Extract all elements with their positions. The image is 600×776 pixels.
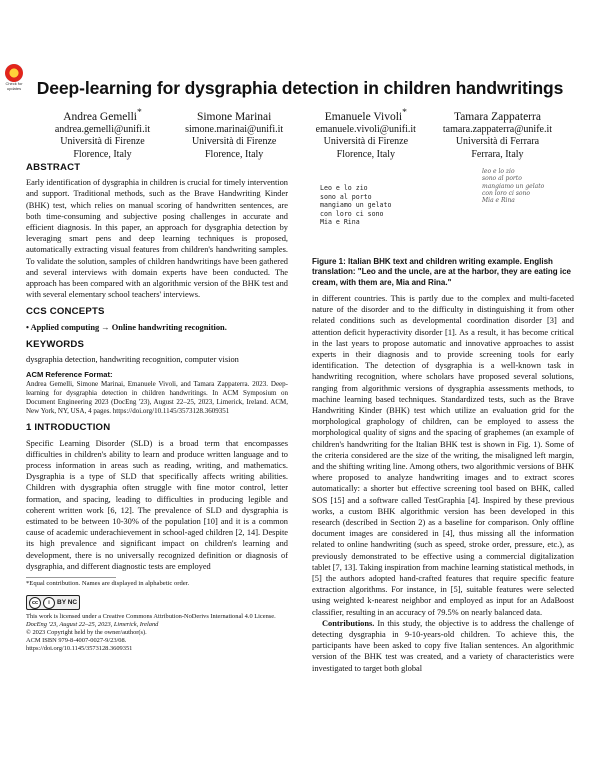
isbn-line: ACM ISBN 979-8-4007-0027-9/23/08. (26, 637, 127, 645)
figure-1 (312, 162, 574, 254)
author-name: Tamara Zappaterra (453, 110, 541, 123)
abstract-heading: ABSTRACT (26, 162, 81, 173)
doi-link[interactable]: https://doi.org/10.1145/3573128.3609351 (26, 645, 133, 653)
bhk-line: mangiamo un gelato (320, 201, 392, 210)
ccs-concepts: • Applied computing → Online handwriting recognition. (26, 322, 227, 332)
author-name: Emanuele Vivoli (324, 110, 403, 123)
author-location: Ferrara, Italy (471, 148, 524, 160)
right-column (312, 162, 574, 674)
author (172, 106, 297, 161)
cc-license-badge[interactable] (26, 595, 80, 610)
bhk-line: Mia e Rina (320, 218, 360, 227)
author (303, 106, 428, 161)
bhk-line: Leo e lo zio (320, 184, 368, 192)
handwriting-line: mangiamo un gelato (482, 182, 545, 190)
handwriting-line: leo e lo zio (482, 168, 515, 175)
author-name: Simone Marinai (196, 110, 272, 123)
conference-line: DocEng '23, August 22–25, 2023, Limerick, Ireland (26, 621, 159, 629)
abstract-text: Early identification of dysgraphia in children is crucial for timely intervention and support. Traditional methods, such as the Brave Handwriting Kinder (BHK) test, which relies on manual scoring of handwritten sentences, are both time-consuming and subjective posing challenges in accurate and efficient diagnosis. In this paper, an approach for dysgraphia detection by leveraging smart pens and deep learning techniques is proposed, automatically extracting visual features from children's handwriting samples. To validate the solution, samples of children handwritings have been gathered and several interviews with domain experts have been conducted. The approach has been compared with an algorithmic version of the BHK test and with several elementary school teachers' interviews. (26, 178, 288, 300)
cc-icon: cc (29, 597, 41, 609)
footnote-text: *Equal contribution. Names are displayed in alphabetic order. (26, 580, 190, 588)
introduction-heading: 1 INTRODUCTION (26, 422, 111, 434)
license-text: This work is licensed under a Creative Commons Attribution-NoDerivs International 4.0 License. (26, 613, 276, 621)
license-block (26, 595, 288, 653)
contributions-text: In this study, the objective is to address the challenge of detecting dysgraphia in 9-10-years-old children. To achieve this, the participants have been asked to copy five Italian sentences. An algorithmic version of the BHK test was created, and a variety of characteristics were investigated to target both global (312, 618, 574, 673)
handwriting-line: sono al porto (482, 175, 522, 183)
bhk-line: con loro ci sono (320, 209, 384, 218)
keywords-text: dysgraphia detection, handwriting recognition, computer vision (26, 355, 239, 365)
figure-caption: Figure 1: Italian BHK text and children writing example. English translation: "Leo and the uncle, are at the harbor, they are eating ice cream, with them are, Mia and Rina." (312, 257, 571, 287)
copyright-line: © 2023 Copyright held by the owner/author(s). (26, 629, 147, 637)
contributions-label: Contributions. (322, 618, 375, 628)
author-email[interactable]: emanuele.vivoli@unifi.it (315, 123, 416, 135)
handwriting-line: Mia e Rina (482, 197, 515, 205)
author-email[interactable]: andrea.gemelli@unifi.it (54, 123, 151, 135)
author-affiliation: Università di Firenze (191, 136, 277, 148)
author (40, 106, 165, 161)
by-icon: i (43, 597, 55, 609)
keywords-heading: KEYWORDS (26, 338, 85, 350)
author-name: Andrea Gemelli (63, 110, 137, 123)
author-mark: * (136, 107, 142, 118)
author-affiliation: Università di Firenze (60, 136, 145, 148)
author-block (40, 106, 560, 161)
paper-title: Deep-learning for dysgraphia detection in children handwritings (36, 78, 564, 98)
left-column (26, 162, 288, 654)
introduction-text: Specific Learning Disorder (SLD) is a broad term that encompasses difficulties in children's ability to learn and produce written language and to process information in areas such as reading, writing, and mathematics. Dysgraphia is a type of SLD that specifically affects writing abilities. Children with dysgraphia often struggle with fine motor control, letter formation, and spacing, leading to difficulties in producing legible and coherent written work [6, 12]. The prevalence of SLD and dysgraphia is estimated to be between 10-30% of the population [10] and it is a common cause of academic underachievement in school-aged children [2, 14]. Despite its high prevalence and significant impact on children's learning and development, there is no universally recognized definition or diagnosis of dysgraphia, and different diagnostic tests are employed (26, 438, 288, 571)
cc-badge-label: BY NC (57, 598, 78, 606)
author-location: Florence, Italy (205, 148, 264, 160)
badge-text: Check for updates (5, 81, 23, 91)
author-location: Florence, Italy (336, 148, 395, 160)
body-paragraph: in different countries. This is partly due to the complex and multi-faceted nature of the disorder and to the difficulty in distinguishing it from other related conditions such as developmental coordination disorder [3] and attention deficit hyperactivity disorder [1]. As a result, it has become critical in the last years to propose automatic and innovative approaches to assist experts in their diagnosis and to provide screening tools for early identification. The detection of dysgraphia is a well-known task in handwriting recognition, where scholars have proposed several solutions, ranging from algorithmic versions of dysgraphia assessments methods, to machine learning based techniques. Standardized tests, such as the Brave Handwriting Kinder (BHK) test which utilize an evaluation grid for the morphological graphology of children, can be employed to assess the morphological quality of signs and the spacing of graphemes (an example of children's handwriting for the Italian BHK test is shown in Fig. 1). Some of the criteria considered are the size of the writing, the misaligned left margin, and the shifting writing line. Among others, two algorithmic versions of BHK where proposed to analyze handwriting images and to extract scores automatically: a shorter but effective screening tool based on BHK, called SOS [15] and a software called TestGraphia [4]. Inspired by these previous works, a custom BHK algorithmic version has been developed in this research (described in Section 2) as a baseline for comparison. Only offline document images are considered in [4], thus missing all the information related to online handwriting (such as speed, stroke order, pressure, etc.), as previously demonstrated to be effective using a commercial digitalization tablet [7, 13]. Taking inspiration from machine learning statistical methods, in [5] the authors adopted hand-crafted features that require specific feature extraction algorithms. For instance, in [5], suitable features were selected using weighted k-nearest neighbor and employed as input for an AdaBoost classifier, resulting in an accuracy of 79.5% on nearly balanced data. (312, 293, 574, 617)
acm-reference-text: Andrea Gemelli, Simone Marinai, Emanuele Vivoli, and Tamara Zappaterra. 2023. Deep-learning for dysgraphia detection in children handwritings. In ACM Symposium on Document Engineering 2023 (DocEng '23), August 22–25, 2023, Limerick, Ireland. ACM, New York, NY, USA, 4 pages. https://doi.org/10.1145/3573128.3609351 (26, 380, 288, 416)
contributions-paragraph (312, 618, 574, 674)
author (435, 106, 560, 161)
child-handwriting-sample (482, 168, 544, 204)
author-mark: * (402, 107, 407, 118)
ccs-heading: CCS CONCEPTS (26, 306, 105, 318)
handwriting-line: con loro ci sono (482, 189, 531, 197)
author-email[interactable]: simone.marinai@unifi.it (185, 123, 284, 135)
bhk-line: sono al porto (320, 192, 372, 201)
author-email[interactable]: tamara.zappaterra@unife.it (442, 123, 553, 135)
footnote (26, 577, 190, 588)
acm-reference-heading: ACM Reference Format: (26, 370, 113, 380)
bhk-text-sample (320, 184, 391, 227)
author-affiliation: Università di Ferrara (455, 136, 540, 148)
author-location: Florence, Italy (73, 148, 132, 160)
author-affiliation: Università di Firenze (323, 136, 409, 148)
